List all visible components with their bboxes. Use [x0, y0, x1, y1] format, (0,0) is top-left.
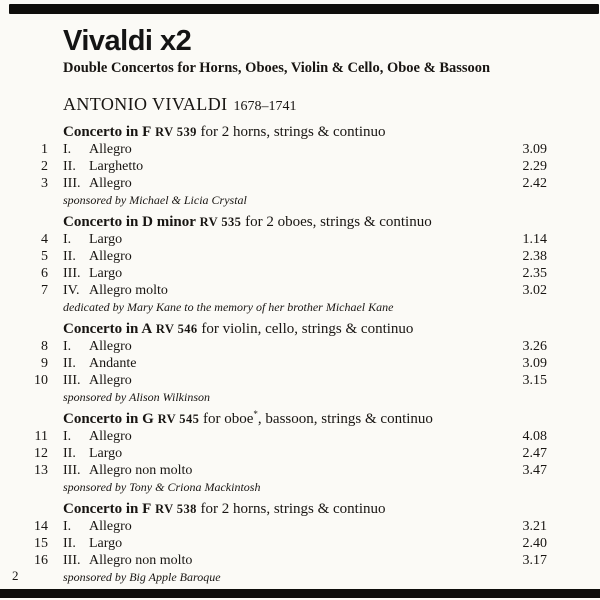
movement-title: Allegro — [89, 519, 132, 534]
track-duration: 1.14 — [522, 232, 547, 247]
track-duration: 2.47 — [522, 446, 547, 461]
track-duration: 2.35 — [522, 266, 547, 281]
movement-numeral: I. — [63, 142, 72, 157]
track-row — [30, 445, 547, 462]
concerto-section — [30, 320, 547, 405]
movement-numeral: III. — [63, 553, 81, 568]
concerto-name: Concerto in A — [63, 321, 153, 337]
track-duration: 3.26 — [522, 339, 547, 354]
track-number: 10 — [34, 373, 48, 388]
concerto-scoring-after: , bassoon, strings & continuo — [257, 411, 433, 427]
concerto-section — [30, 410, 547, 495]
track-number: 11 — [34, 429, 48, 444]
concerto-heading — [63, 123, 547, 141]
concerto-name: Concerto in F — [63, 501, 152, 517]
sponsor-credit: sponsored by Alison Wilkinson — [63, 390, 210, 404]
movement-numeral: III. — [63, 373, 81, 388]
track-number: 16 — [34, 553, 48, 568]
movement-title: Allegro — [89, 429, 132, 444]
concerto-name: Concerto in G — [63, 411, 154, 427]
movement-title: Largo — [89, 232, 123, 247]
concerto-heading — [63, 320, 547, 338]
movement-title: Larghetto — [89, 159, 144, 174]
track-row — [30, 552, 547, 569]
movement-title: Allegro — [89, 142, 132, 157]
page-number: 2 — [12, 568, 19, 583]
concerto-rv-number: RV 546 — [155, 322, 198, 336]
concerto-scoring: for violin, cello, strings & continuo — [201, 321, 414, 337]
movement-numeral: III. — [63, 176, 81, 191]
movement-numeral: I. — [63, 232, 72, 247]
concerto-name: Concerto in D minor — [63, 214, 196, 230]
movement-numeral: II. — [63, 356, 76, 371]
composer-name: ANTONIO VIVALDI — [63, 94, 228, 114]
concerto-heading — [63, 500, 547, 518]
movement-numeral: III. — [63, 463, 81, 478]
track-number: 12 — [34, 446, 48, 461]
track-duration: 3.02 — [522, 283, 547, 298]
movement-numeral: II. — [63, 536, 76, 551]
concerto-section — [30, 500, 547, 585]
top-border-band — [9, 4, 599, 14]
movement-title: Allegro molto — [89, 283, 168, 298]
concerto-scoring: for oboe — [203, 411, 254, 427]
concerto-scoring: for 2 horns, strings & continuo — [200, 501, 386, 517]
track-number: 4 — [41, 232, 48, 247]
track-duration: 3.17 — [522, 553, 547, 568]
movement-numeral: I. — [63, 429, 72, 444]
album-title: Vivaldi x2 — [63, 25, 192, 57]
movement-numeral: I. — [63, 339, 72, 354]
track-row — [30, 535, 547, 552]
track-row — [30, 158, 547, 175]
track-number: 7 — [41, 283, 48, 298]
movement-title: Allegro — [89, 373, 132, 388]
track-number: 3 — [41, 176, 48, 191]
concerto-rv-number: RV 535 — [199, 215, 242, 229]
movement-title: Allegro — [89, 249, 132, 264]
track-number: 13 — [34, 463, 48, 478]
track-duration: 2.42 — [522, 176, 547, 191]
movement-title: Allegro non molto — [89, 463, 193, 478]
track-row — [30, 175, 547, 192]
sponsor-credit: sponsored by Tony & Criona Mackintosh — [63, 480, 261, 494]
concerto-rv-number: RV 538 — [155, 502, 197, 516]
track-row — [30, 231, 547, 248]
track-number: 1 — [41, 142, 48, 157]
movement-title: Largo — [89, 446, 123, 461]
track-row — [30, 282, 547, 299]
concerto-scoring: for 2 horns, strings & continuo — [200, 124, 386, 140]
sponsor-credit: sponsored by Michael & Licia Crystal — [63, 193, 247, 207]
movement-numeral: II. — [63, 446, 76, 461]
track-duration: 3.21 — [522, 519, 547, 534]
concerto-rv-number: RV 545 — [157, 412, 200, 426]
track-duration: 2.38 — [522, 249, 547, 264]
track-duration: 3.47 — [522, 463, 547, 478]
dedication-credit: dedicated by Mary Kane to the memory of her brother Michael Kane — [63, 300, 394, 314]
movement-numeral: IV. — [63, 283, 80, 298]
track-row — [30, 141, 547, 158]
movement-title: Largo — [89, 266, 123, 281]
sponsor-credit: sponsored by Big Apple Baroque — [63, 570, 221, 584]
movement-title: Allegro non molto — [89, 553, 193, 568]
track-row — [30, 265, 547, 282]
track-number: 2 — [41, 159, 48, 174]
concerto-name: Concerto in F — [63, 124, 152, 140]
track-row — [30, 462, 547, 479]
track-number: 6 — [41, 266, 48, 281]
concerto-section — [30, 213, 547, 315]
album-subtitle: Double Concertos for Horns, Oboes, Violin & Cello, Oboe & Bassoon — [63, 60, 491, 76]
movement-title: Allegro — [89, 176, 132, 191]
concerto-heading — [63, 213, 547, 231]
scoring-footnote-mark: * — [253, 409, 258, 419]
track-row — [30, 248, 547, 265]
track-duration: 3.09 — [522, 356, 547, 371]
movement-title: Andante — [89, 356, 137, 371]
track-number: 8 — [41, 339, 48, 354]
track-duration: 3.09 — [522, 142, 547, 157]
track-row — [30, 372, 547, 389]
bottom-border-band — [0, 589, 600, 598]
movement-numeral: III. — [63, 266, 81, 281]
concerto-scoring: for 2 oboes, strings & continuo — [245, 214, 432, 230]
track-row — [30, 428, 547, 445]
composer-line — [63, 93, 547, 118]
concerto-rv-number: RV 539 — [155, 125, 197, 139]
movement-numeral: I. — [63, 519, 72, 534]
concerto-section — [30, 123, 547, 208]
movement-numeral: II. — [63, 159, 76, 174]
track-duration: 2.40 — [522, 536, 547, 551]
composer-dates: 1678–1741 — [233, 99, 297, 114]
page-content — [30, 26, 547, 585]
track-duration: 4.08 — [522, 429, 547, 444]
movement-numeral: II. — [63, 249, 76, 264]
track-row — [30, 355, 547, 372]
track-duration: 3.15 — [522, 373, 547, 388]
track-number: 15 — [34, 536, 48, 551]
track-number: 14 — [34, 519, 48, 534]
track-number: 5 — [41, 249, 48, 264]
track-duration: 2.29 — [522, 159, 547, 174]
track-row — [30, 518, 547, 535]
concerto-heading — [63, 410, 547, 428]
track-number: 9 — [41, 356, 48, 371]
movement-title: Allegro — [89, 339, 132, 354]
movement-title: Largo — [89, 536, 123, 551]
track-row — [30, 338, 547, 355]
